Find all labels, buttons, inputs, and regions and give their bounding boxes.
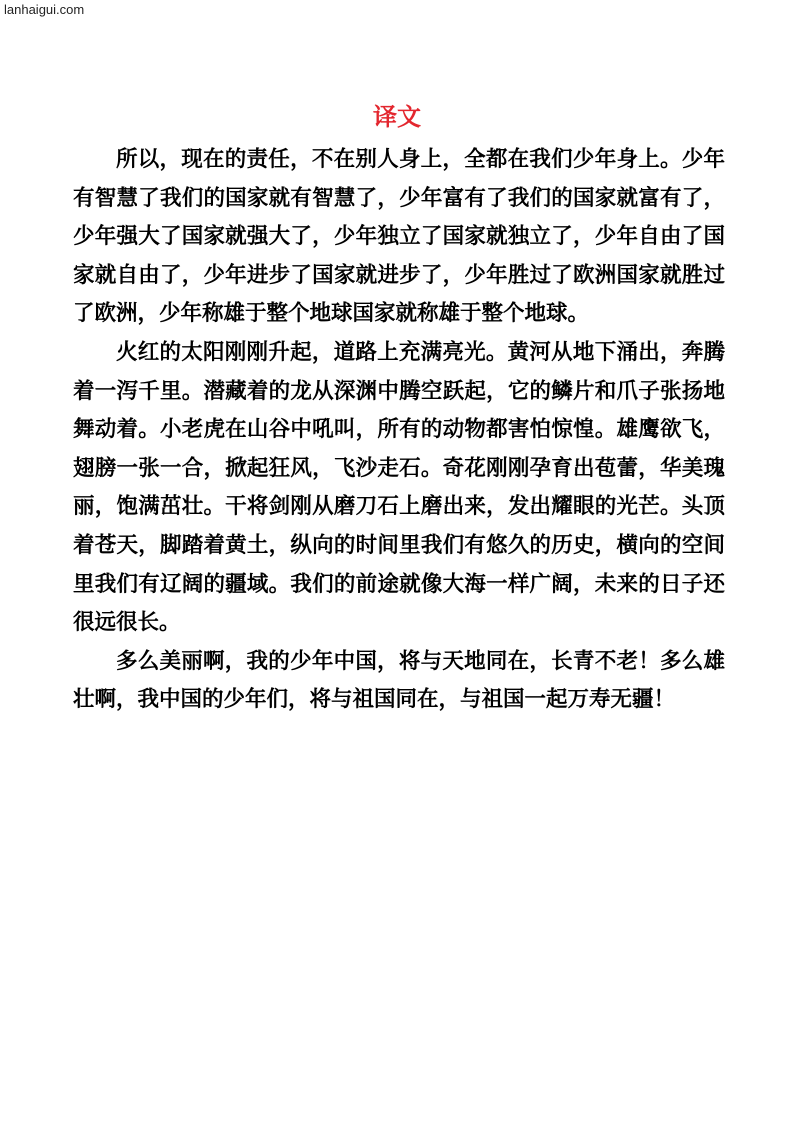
site-watermark: lanhaigui.com [4,2,85,17]
paragraph-1: 所以，现在的责任，不在别人身上，全都在我们少年身上。少年有智慧了我们的国家就有智慧了，少年富有了我们的国家就富有了，少年强大了国家就强大了，少年独立了国家就独立了，少年自由了国家就自由了，少年进步了国家就进步了，少年胜过了欧洲国家就胜过了欧洲，少年称雄于整个地球国家就称雄于整个地球。 [73,147,725,327]
paragraph-3: 多么美丽啊，我的少年中国，将与天地同在，长青不老！多么雄壮啊，我中国的少年们，将与祖国同在，与祖国一起万寿无疆！ [73,648,725,713]
paragraph-2: 火红的太阳刚刚升起，道路上充满亮光。黄河从地下涌出，奔腾着一泻千里。潜藏着的龙从深渊中腾空跃起，它的鳞片和爪子张扬地舞动着。小老虎在山谷中吼叫，所有的动物都害怕惊惶。雄鹰欲飞，翅膀一张一合，掀起狂风，飞沙走石。奇花刚刚孕育出苞蕾，华美瑰丽，饱满茁壮。干将剑刚从磨刀石上磨出来，发出耀眼的光芒。头顶着苍天，脚踏着黄土，纵向的时间里我们有悠久的历史，横向的空间里我们有辽阔的疆域。我们的前途就像大海一样广阔，未来的日子还很远很长。 [73,339,725,636]
page-title: 译文 [373,103,421,131]
document-body [73,141,725,720]
